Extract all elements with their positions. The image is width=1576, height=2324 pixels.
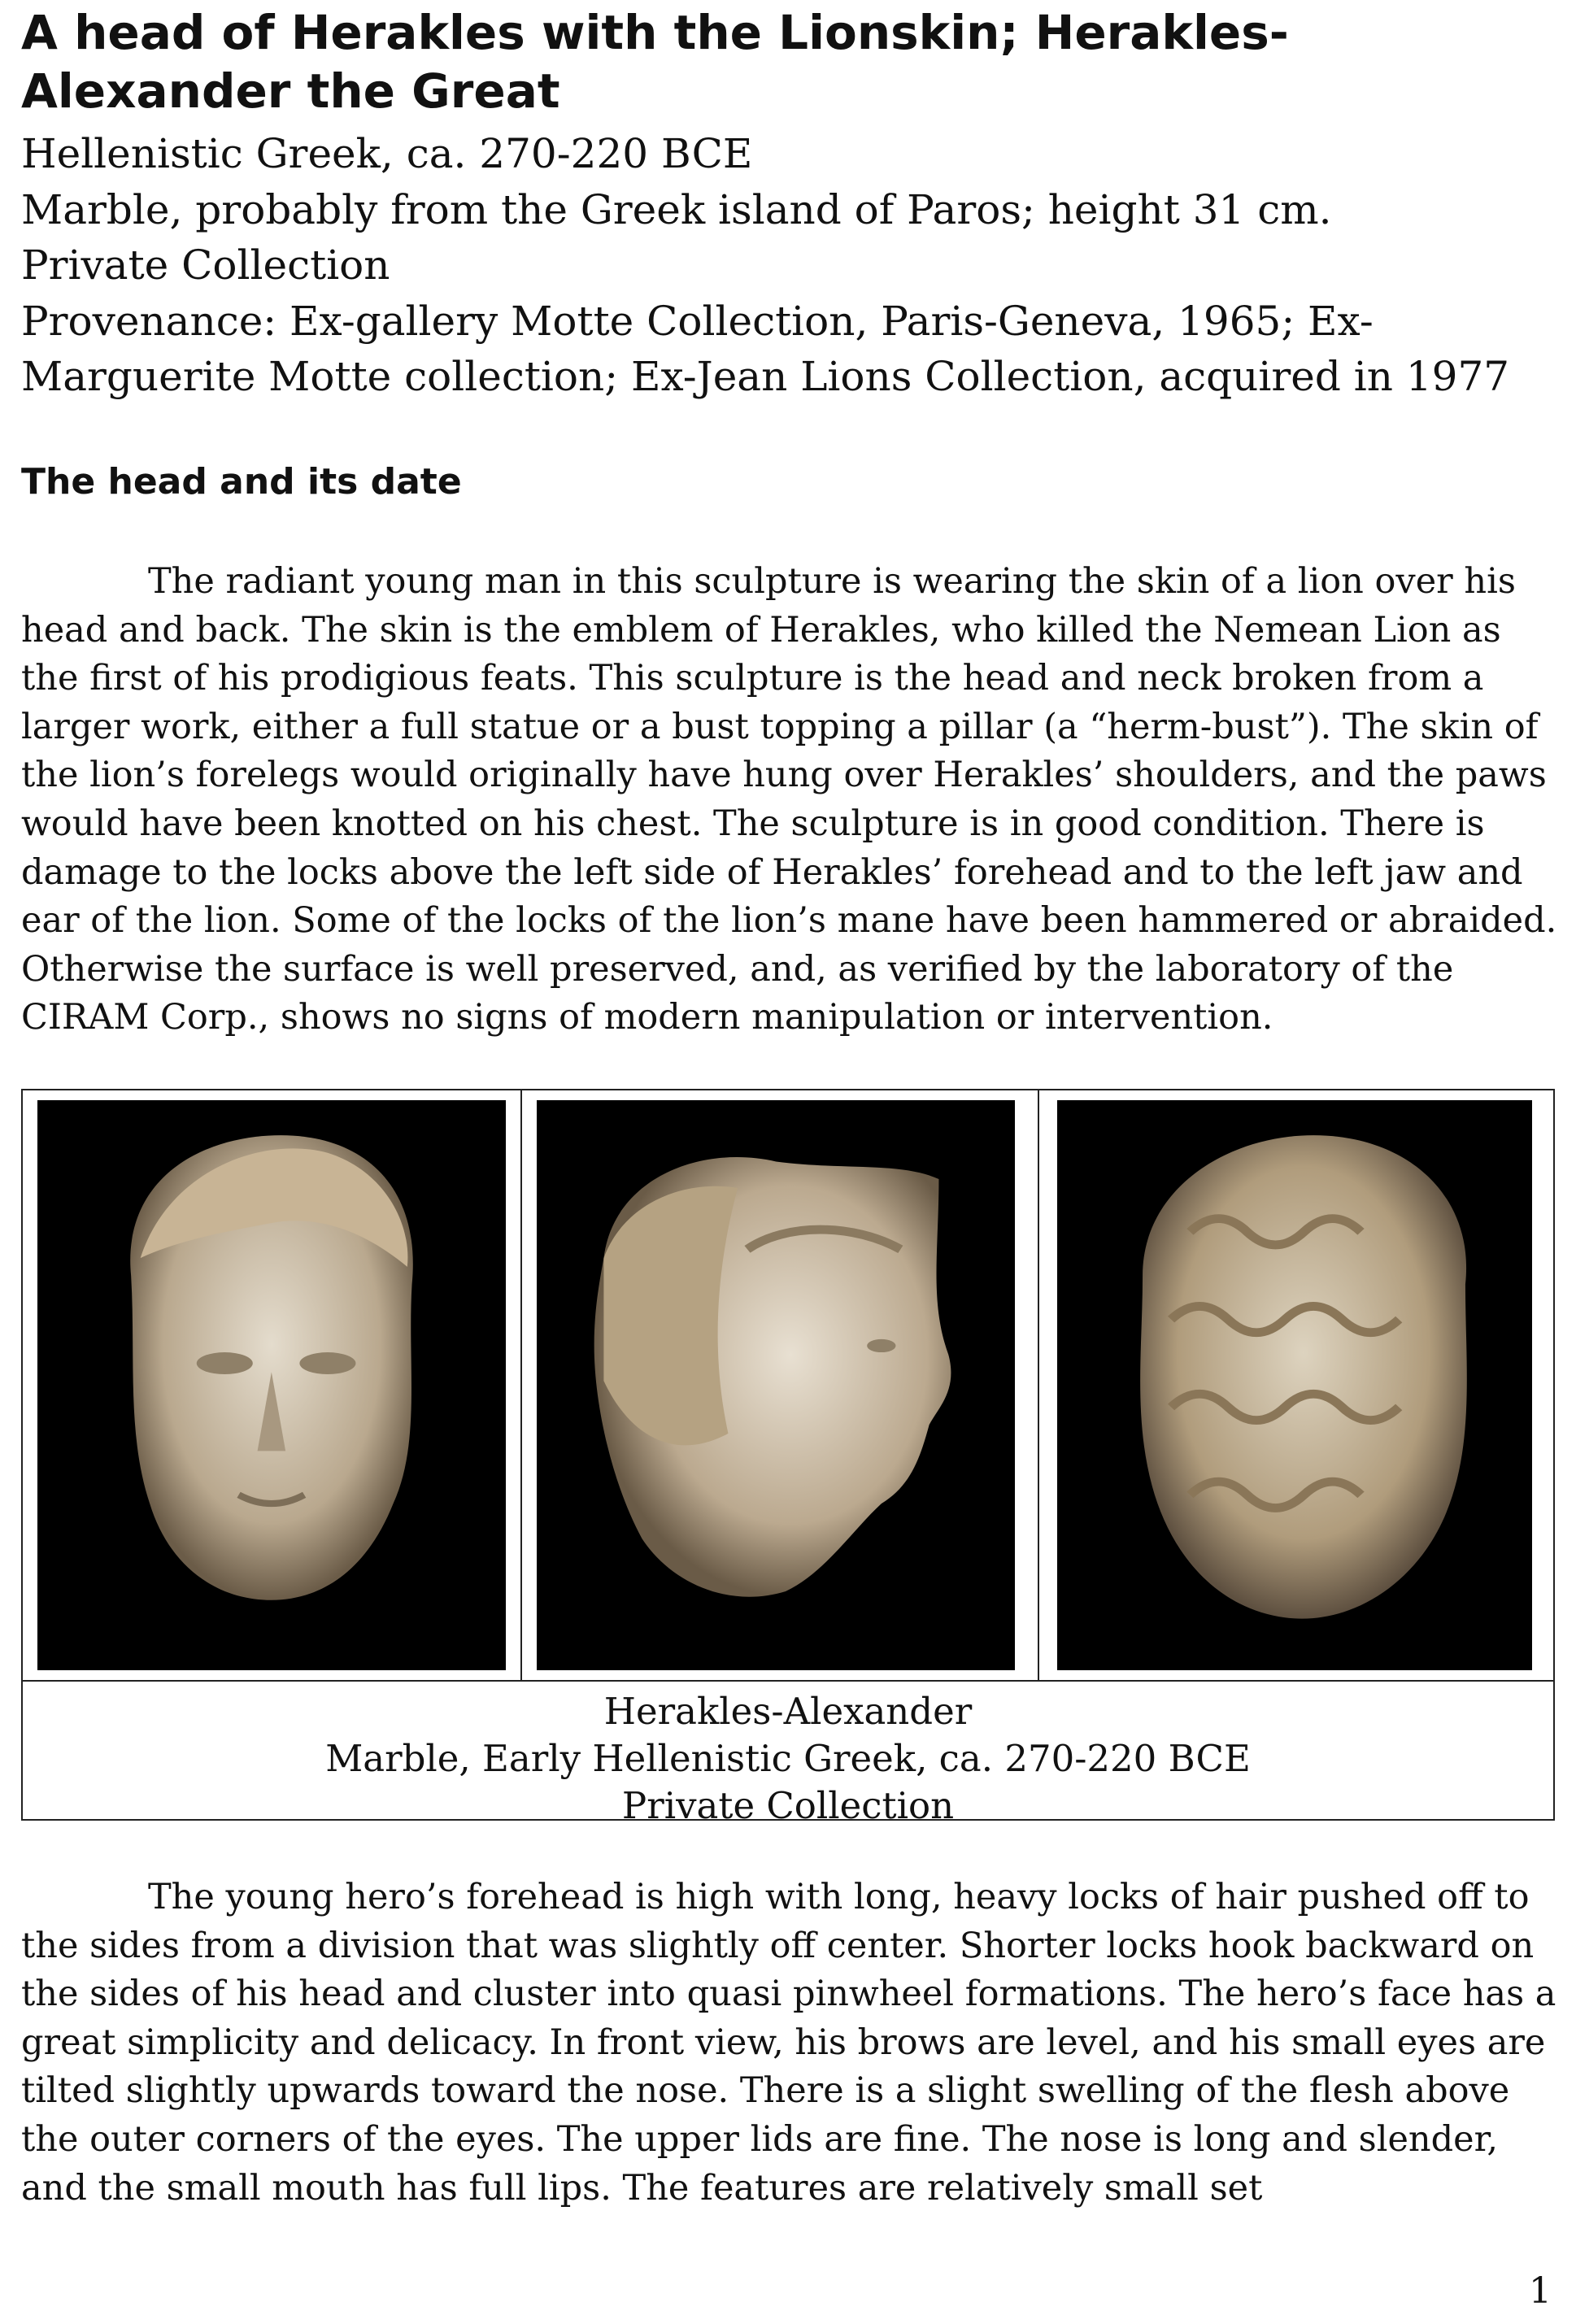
sculpture-back-view-image xyxy=(1057,1100,1532,1670)
page-number: 1 xyxy=(1529,2270,1552,2312)
paragraph-text: The young hero’s forehead is high with long, heavy locks of hair pushed off to the sides from a division that was slightly off center. Shorter locks hook backward on the sides of his head and cluster into quasi pinwheel formations. The hero’s face has a great simplicity and delicacy. In front view, his brows are level, and his small eyes are tilted slightly upwards toward the nose. There is a slight swelling of the flesh above the outer corners of the eyes. The upper lids are fine. The nose is long and slender, and the small mouth has full lips. The features are relatively small set xyxy=(21,1877,1556,2209)
figure-cell xyxy=(1039,1090,1553,1680)
caption-title: Herakles-Alexander xyxy=(603,1690,973,1733)
object-metadata xyxy=(21,126,1558,405)
figure-images-row xyxy=(23,1090,1553,1682)
period-line: Hellenistic Greek, ca. 270-220 BCE xyxy=(21,130,753,177)
caption-collection: Private Collection xyxy=(621,1784,955,1827)
section-heading: The head and its date xyxy=(21,461,462,503)
sculpture-profile-view-image xyxy=(537,1100,1016,1670)
material-line: Marble, probably from the Greek island of Paros; height 31 cm. xyxy=(21,185,1332,233)
caption-material: Marble, Early Hellenistic Greek, ca. 270-220 BCE xyxy=(325,1737,1251,1780)
provenance-line: Marguerite Motte collection; Ex-Jean Lions Collection, acquired in 1977 xyxy=(21,353,1510,400)
figure-caption xyxy=(23,1682,1553,1830)
paragraph-text: The radiant young man in this sculpture is wearing the skin of a lion over his head and back. The skin is the emblem of Herakles, who killed the Nemean Lion as the first of his prodigious feats. This sculpture is the head and neck broken from a larger work, either a full statue or a bust topping a pillar (a “herm-bust”). The skin of the lion’s forelegs would originally have hung over Herakles’ shoulders, and the paws would have been knotted on his chest. The sculpture is in good condition. There is damage to the locks above the left side of Herakles’ forehead and to the left jaw and ear of the lion. Some of the locks of the lion’s mane have been hammered or abraided. Otherwise the surface is well preserved, and, as verified by the laboratory of the CIRAM Corp., shows no signs of modern manipulation or intervention. xyxy=(21,561,1557,1038)
figure-table xyxy=(21,1089,1555,1827)
body-paragraph xyxy=(21,558,1558,1042)
provenance-line: Provenance: Ex-gallery Motte Collection, Paris-Geneva, 1965; Ex- xyxy=(21,297,1374,345)
figure-cell xyxy=(522,1090,1040,1680)
body-paragraph xyxy=(21,1874,1558,2213)
collection-line: Private Collection xyxy=(21,242,390,289)
sculpture-front-view-image xyxy=(37,1100,506,1670)
document-title: A head of Herakles with the Lionskin; Herakles-Alexander the Great xyxy=(21,5,1289,119)
figure-cell xyxy=(23,1090,522,1680)
